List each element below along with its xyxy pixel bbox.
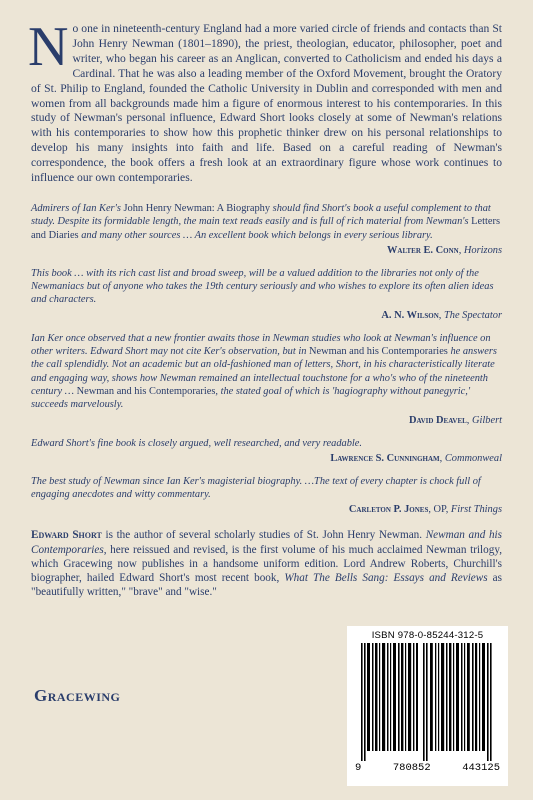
- publication-name: Gilbert: [471, 414, 502, 426]
- intro-text: o one in nineteenth-century England had a more varied circle of friends and contacts than St John Henry Newman (1801–1890), the priest, theologian, educator, philosopher, poet and writer, who began his career as an Anglican, converted to Catholicism and ended his days a Cardinal. That he was also a leading member of the Oxford Movement, brought the Oratory of St. Philip to England, founded the Catholic University in Dublin and corresponded with men and women from all backgrounds made him a figure of enormous interest to his contemporaries. In this study of Newman's personal influence, Edward Short looks closely at some of Newman's relations with his contemporaries to show how this prophetic thinker drew on his personal relationships to develop his many insights into faith and life. Based on a careful reading of Newman's correspondence, the book offers a fresh look at an extraordinary figure whose work continues to influence our own contemporaries.: [31, 22, 502, 185]
- book-title: Newman and his Contemporaries: [76, 385, 216, 397]
- reviewer-name: Lawrence S. Cunningham: [330, 452, 440, 464]
- review-attribution: A. N. Wilson, The Spectator: [381, 309, 502, 321]
- bio-fragment: , here reissued and revised, is the first volume of his much acclaimed Newman trilogy, which Gracewing now publishes in a handsome uniform edition. Lord Andrew Roberts, Churchill's biographer, hailed Edward Short's most recent book,: [31, 543, 502, 585]
- review-fragment: should find Short's book a useful complement to that study. Despite its formidable length, the main text reads easily and is full of rich material from Newman's: [31, 202, 491, 228]
- book-title: Newman and his Contemporaries: [309, 346, 448, 358]
- review-attribution: David Deavel, Gilbert: [408, 414, 502, 426]
- review-text: [31, 202, 502, 242]
- author-bio: [31, 528, 502, 599]
- barcode-icon: [353, 643, 502, 761]
- review-text: The best study of Newman since Ian Ker's magisterial biography. …The text of every chapter is chock full of engaging anecdotes and witty commentary.: [31, 475, 481, 501]
- isbn-label: ISBN 978-0-85244-312-5: [371, 630, 484, 641]
- review-conn: [31, 202, 502, 257]
- review-wilson: [31, 267, 502, 322]
- barcode-digits: [353, 762, 502, 774]
- review-attribution: Carleton P. Jones, OP, First Things: [348, 504, 502, 516]
- publisher-logo: Gracewing: [34, 686, 121, 705]
- intro-paragraph: [28, 16, 502, 186]
- review-text: [31, 332, 502, 412]
- bio-fragment: is the author of several scholarly studies of St. John Henry Newman.: [101, 529, 426, 542]
- review-cunningham: [31, 437, 502, 465]
- author-name: Edward Short: [31, 529, 102, 542]
- book-title: Newman and his Contemporaries: [31, 529, 502, 556]
- review-fragment: Admirers of Ian Ker's: [31, 202, 124, 214]
- review-fragment: , the stated goal of which is 'hagiography without panegyric,' succeeds marvelously.: [31, 385, 471, 411]
- review-attribution: Walter E. Conn, Horizons: [387, 244, 502, 256]
- publication-name: First Things: [450, 504, 502, 516]
- publication-name: The Spectator: [443, 309, 502, 321]
- barcode-digit-group: 780852: [392, 762, 431, 774]
- barcode-panel: [347, 626, 508, 786]
- barcode-digit-group: 443125: [462, 762, 500, 774]
- barcode-digit-group: 9: [355, 762, 362, 774]
- reviewer-name: Carleton P. Jones: [348, 504, 429, 516]
- reviewer-suffix: OP: [433, 504, 446, 516]
- review-fragment: Ian Ker once observed that a new frontier awaits those in Newman studies who look at Newman's influence on other writers. Edward Short may not cite Ker's observation, but in: [31, 332, 491, 358]
- review-text: Edward Short's fine book is closely argued, well researched, and very readable.: [31, 437, 363, 449]
- publication-name: Commonweal: [444, 452, 502, 464]
- book-title: John Henry Newman: A Biography: [123, 202, 271, 214]
- review-deavel: [31, 332, 502, 427]
- book-title: What The Bells Sang: Essays and Reviews: [284, 572, 488, 585]
- drop-cap: N: [28, 16, 69, 78]
- book-title: Letters and Diaries: [31, 216, 500, 241]
- reviewer-name: Walter E. Conn: [387, 244, 459, 256]
- reviewer-name: A. N. Wilson: [381, 309, 439, 321]
- review-fragment: and many other sources … An excellent book which belongs in every serious library.: [78, 229, 433, 241]
- review-text: This book … with its rich cast list and broad sweep, will be a valued addition to the libraries not only of the Newmaniacs but of anyone who takes the 19th century seriously and who wishes to explore its often alien ideas and characters.: [31, 267, 494, 306]
- bio-fragment: as "beautifully written," "brave" and "wise.": [31, 572, 502, 599]
- review-jones: [31, 475, 502, 517]
- reviewer-name: David Deavel: [408, 414, 467, 426]
- reviews: [31, 202, 502, 516]
- publication-name: Horizons: [463, 244, 502, 256]
- review-attribution: Lawrence S. Cunningham, Commonweal: [330, 452, 502, 464]
- review-fragment: he answers the call splendidly. Not an academic but an old-fashioned man of letters, Short, in his characteristically literate and engaging way, shows how Newman remained an intellectual touchstone for a who's who of the nineteenth century …: [31, 346, 497, 397]
